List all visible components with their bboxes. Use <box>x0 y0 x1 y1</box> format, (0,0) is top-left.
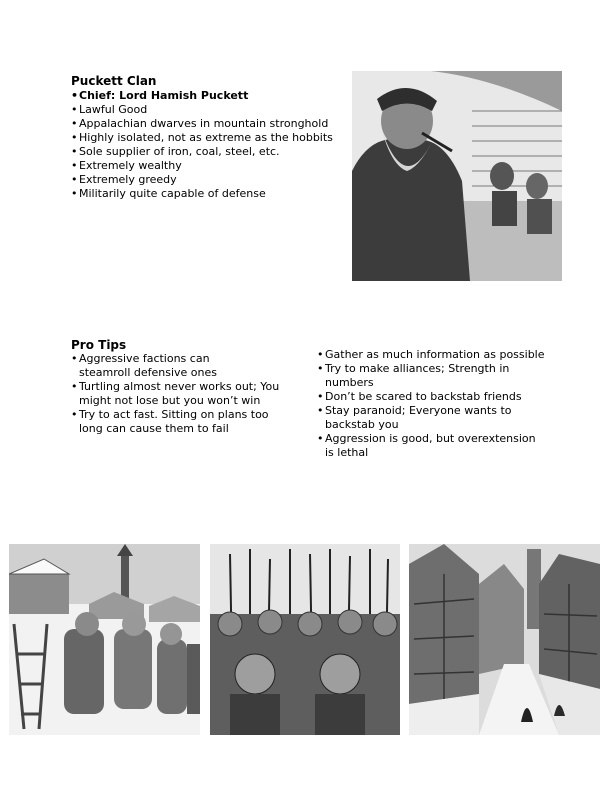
list-item: • Lawful Good <box>71 103 341 117</box>
puckett-clan-heading: Puckett Clan <box>71 74 157 88</box>
list-item: • Don’t be scared to backstab friends <box>317 390 545 404</box>
list-item: • Aggression is good, but overextension is lethal <box>317 432 540 460</box>
pro-tips-right-list <box>317 348 545 460</box>
list-item: • Highly isolated, not as extreme as the hobbits <box>71 131 341 145</box>
orc-army-illustration <box>210 544 400 735</box>
puckett-clan-list <box>71 89 341 201</box>
list-item: • Extremely wealthy <box>71 159 341 173</box>
medieval-street-illustration <box>409 544 600 735</box>
puckett-clan-section <box>71 74 341 201</box>
list-item: • Sole supplier of iron, coal, steel, etc. <box>71 145 341 159</box>
dwarf-illustration <box>352 71 562 281</box>
list-item: • Militarily quite capable of defense <box>71 187 341 201</box>
list-item-chief: • Chief: Lord Hamish Puckett <box>71 89 341 103</box>
pro-tips-left-list <box>71 352 299 436</box>
list-item: • Gather as much information as possible <box>317 348 545 362</box>
list-item: • Extremely greedy <box>71 173 341 187</box>
list-item: • Try to make alliances; Strength in numbers <box>317 362 545 390</box>
winter-villagers-illustration <box>9 544 200 735</box>
list-item: • Turtling almost never works out; You might not lose but you won’t win <box>71 380 299 408</box>
list-item: • Appalachian dwarves in mountain stronghold <box>71 117 341 131</box>
pro-tips-heading: Pro Tips <box>71 338 127 352</box>
pro-tips-section <box>71 338 551 459</box>
list-item: • Try to act fast. Sitting on plans too long can cause them to fail <box>71 408 279 436</box>
list-item: • Stay paranoid; Everyone wants to backstab you <box>317 404 515 432</box>
list-item: • Aggressive factions can steamroll defensive ones <box>71 352 259 380</box>
